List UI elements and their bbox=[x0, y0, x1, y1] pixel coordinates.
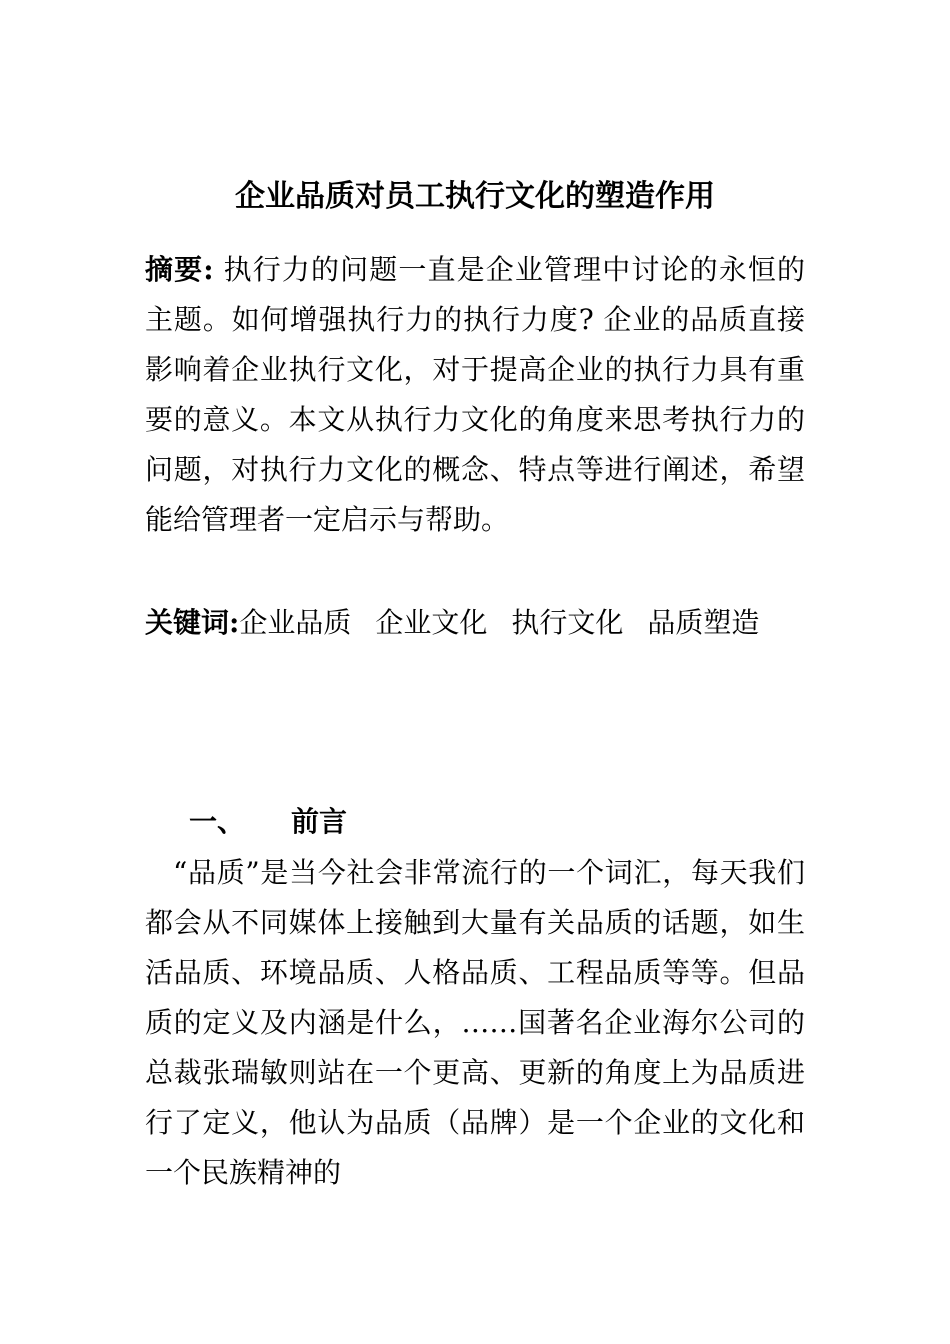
abstract-paragraph bbox=[145, 245, 805, 545]
section-paragraph: “品质”是当今社会非常流行的一个词汇，每天我们都会从不同媒体上接触到大量有关品质的话题，如生活品质、环境品质、人格品质、工程品质等等。但品质的定义及内涵是什么，……国著名企业海尔公司的总裁张瑞敏则站在一个更高、更新的角度上为品质进行了定义，他认为品质（品牌）是一个企业的文化和一个民族精神的 bbox=[145, 856, 805, 1189]
abstract-text: 执行力的问题一直是企业管理中讨论的永恒的主题。如何增强执行力的执行力度? 企业的品质直接影响着企业执行文化，对于提高企业的执行力具有重要的意义。本文从执行力文化的角度来思考执行力的问题，对执行力文化的概念、特点等进行阐述，希望能给管理者一定启示与帮助。 bbox=[145, 253, 805, 536]
keyword-item: 执行文化 bbox=[511, 606, 624, 639]
section-title: 前言 bbox=[291, 805, 348, 838]
keywords-paragraph bbox=[145, 598, 805, 648]
section-heading bbox=[189, 797, 347, 847]
keyword-item: 企业文化 bbox=[375, 606, 488, 639]
section-number: 一、 bbox=[189, 805, 246, 838]
abstract-label: 摘要: bbox=[145, 253, 214, 286]
document-title: 企业品质对员工执行文化的塑造作用 bbox=[235, 179, 715, 214]
keyword-item: 企业品质 bbox=[239, 606, 352, 639]
keywords-label: 关键词: bbox=[145, 606, 240, 639]
keyword-item: 品质塑造 bbox=[647, 606, 760, 639]
